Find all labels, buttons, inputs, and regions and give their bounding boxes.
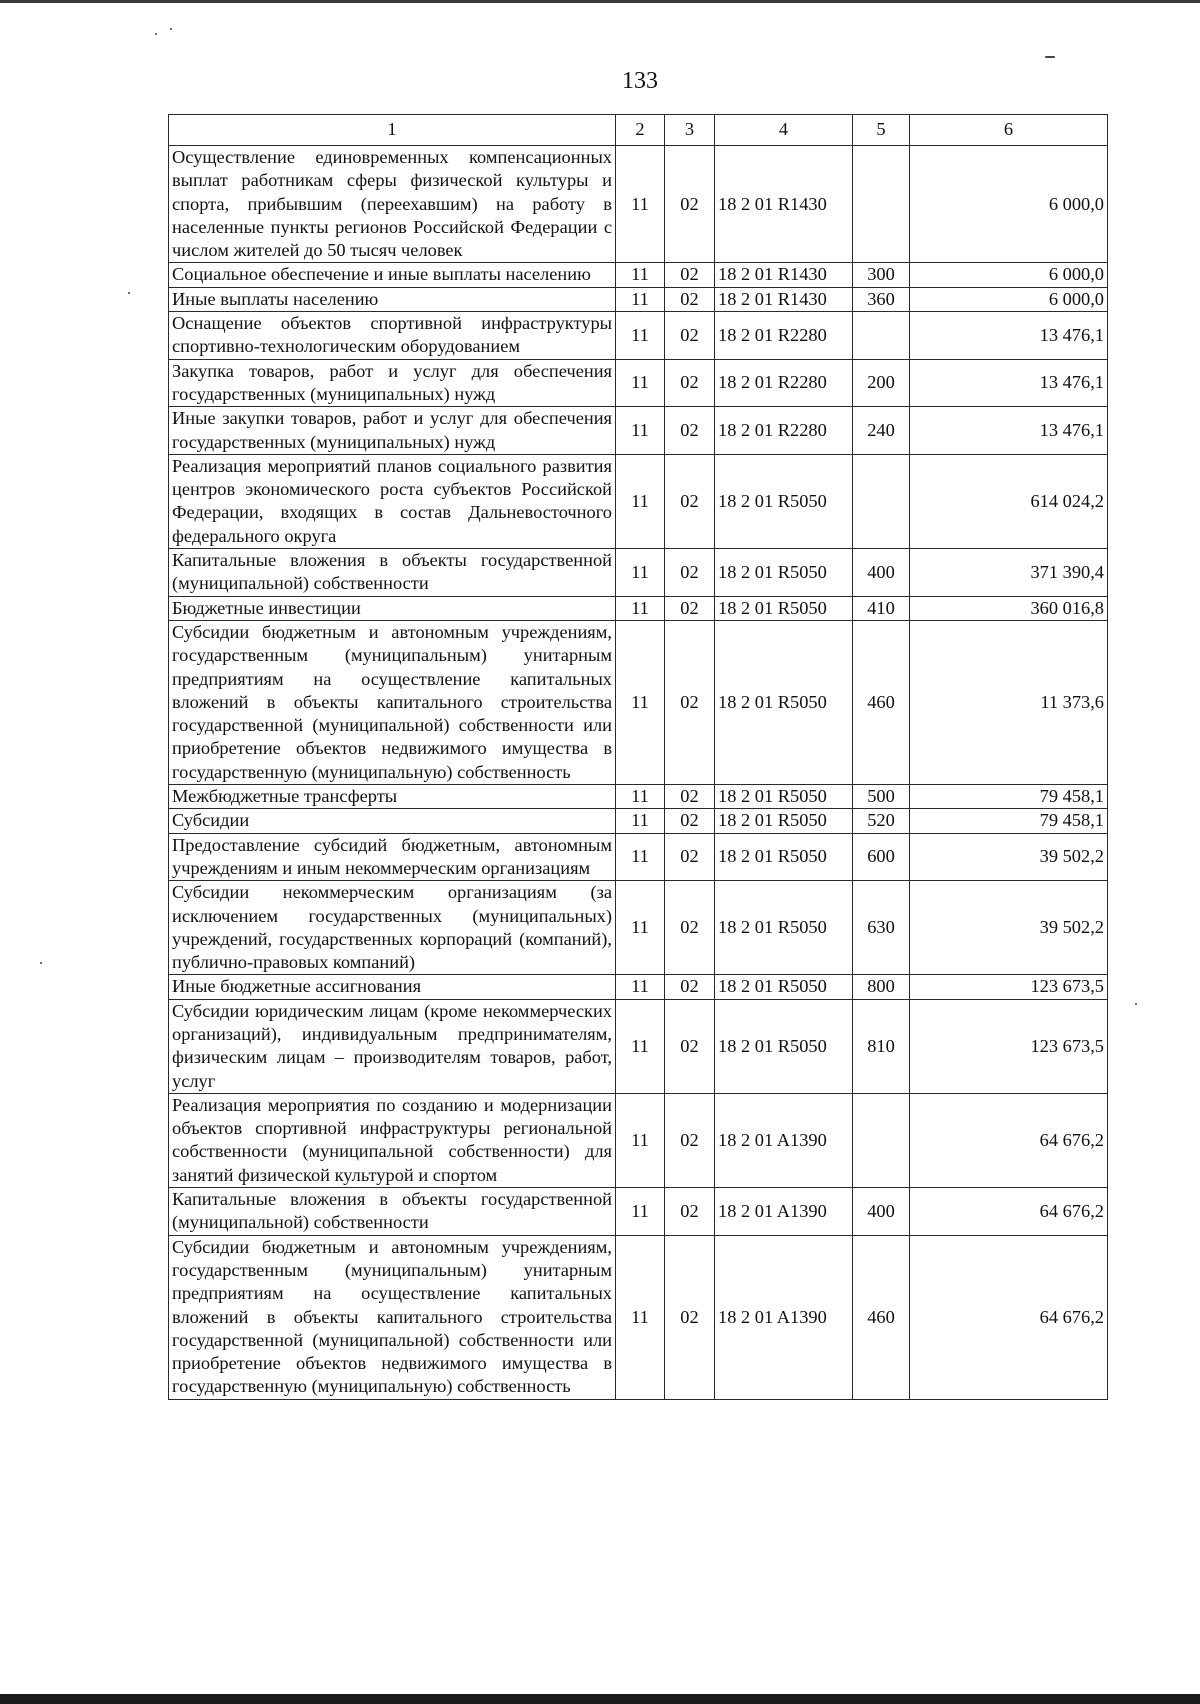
row-amount: 123 673,5	[910, 975, 1108, 999]
row-description: Оснащение объектов спортивной инфраструктуры спортивно-технологическим оборудованием	[169, 312, 616, 360]
row-section-code: 11	[616, 975, 665, 999]
row-amount: 6 000,0	[910, 146, 1108, 263]
row-expense-type-code: 360	[853, 287, 910, 311]
row-description: Реализация мероприятия по созданию и модернизации объектов спортивной инфраструктуры региональной собственности (муниципальной собственности) для занятий физической культурой и спортом	[169, 1093, 616, 1187]
row-amount: 64 676,2	[910, 1188, 1108, 1236]
row-target-article-code: 18 2 01 A1390	[715, 1235, 853, 1399]
row-section-code: 11	[616, 454, 665, 548]
row-target-article-code: 18 2 01 R5050	[715, 454, 853, 548]
table-row	[169, 975, 1108, 999]
row-target-article-code: 18 2 01 R5050	[715, 809, 853, 833]
row-amount: 79 458,1	[910, 785, 1108, 809]
scan-speck	[1135, 1003, 1137, 1005]
header-cell-4: 4	[715, 115, 853, 146]
row-subsection-code: 02	[665, 596, 715, 620]
row-subsection-code: 02	[665, 263, 715, 287]
row-amount: 13 476,1	[910, 312, 1108, 360]
row-description: Субсидии	[169, 809, 616, 833]
header-cell-6: 6	[910, 115, 1108, 146]
row-amount: 371 390,4	[910, 549, 1108, 597]
row-subsection-code: 02	[665, 549, 715, 597]
row-expense-type-code: 460	[853, 1235, 910, 1399]
row-target-article-code: 18 2 01 R5050	[715, 833, 853, 881]
row-expense-type-code: 460	[853, 620, 910, 784]
table-row	[169, 454, 1108, 548]
row-expense-type-code: 810	[853, 999, 910, 1093]
row-section-code: 11	[616, 596, 665, 620]
table-row	[169, 1188, 1108, 1236]
scan-bottom-edge	[0, 1694, 1200, 1704]
row-target-article-code: 18 2 01 R2280	[715, 359, 853, 407]
row-amount: 64 676,2	[910, 1235, 1108, 1399]
row-section-code: 11	[616, 1188, 665, 1236]
row-description: Иные бюджетные ассигнования	[169, 975, 616, 999]
page-number: 133	[622, 68, 658, 94]
header-row	[169, 115, 1108, 146]
row-target-article-code: 18 2 01 R5050	[715, 549, 853, 597]
row-target-article-code: 18 2 01 R5050	[715, 881, 853, 975]
row-description: Закупка товаров, работ и услуг для обеспечения государственных (муниципальных) нужд	[169, 359, 616, 407]
row-section-code: 11	[616, 881, 665, 975]
row-expense-type-code	[853, 146, 910, 263]
row-amount: 123 673,5	[910, 999, 1108, 1093]
row-amount: 360 016,8	[910, 596, 1108, 620]
table-row	[169, 833, 1108, 881]
row-target-article-code: 18 2 01 R1430	[715, 146, 853, 263]
row-description: Иные выплаты населению	[169, 287, 616, 311]
row-section-code: 11	[616, 620, 665, 784]
row-expense-type-code: 410	[853, 596, 910, 620]
row-description: Субсидии некоммерческим организациям (за исключением государственных (муниципальных) учреждений, государственных корпораций (компаний), публично-правовых компаний)	[169, 881, 616, 975]
row-expense-type-code: 300	[853, 263, 910, 287]
row-subsection-code: 02	[665, 359, 715, 407]
table-row	[169, 1093, 1108, 1187]
row-amount: 13 476,1	[910, 407, 1108, 455]
table-row	[169, 809, 1108, 833]
table-row	[169, 407, 1108, 455]
row-subsection-code: 02	[665, 999, 715, 1093]
table-row	[169, 785, 1108, 809]
row-section-code: 11	[616, 359, 665, 407]
row-target-article-code: 18 2 01 R5050	[715, 596, 853, 620]
row-target-article-code: 18 2 01 R2280	[715, 407, 853, 455]
row-target-article-code: 18 2 01 R5050	[715, 785, 853, 809]
row-subsection-code: 02	[665, 809, 715, 833]
row-subsection-code: 02	[665, 287, 715, 311]
table-row	[169, 881, 1108, 975]
row-subsection-code: 02	[665, 1188, 715, 1236]
header-cell-1: 1	[169, 115, 616, 146]
scan-speck	[155, 33, 157, 35]
row-expense-type-code: 520	[853, 809, 910, 833]
row-amount: 614 024,2	[910, 454, 1108, 548]
row-section-code: 11	[616, 809, 665, 833]
row-description: Реализация мероприятий планов социального развития центров экономического роста субъектов Российской Федерации, входящих в состав Дальневосточного федерального округа	[169, 454, 616, 548]
row-description: Капитальные вложения в объекты государственной (муниципальной) собственности	[169, 1188, 616, 1236]
row-section-code: 11	[616, 407, 665, 455]
row-amount: 79 458,1	[910, 809, 1108, 833]
row-expense-type-code: 630	[853, 881, 910, 975]
scan-speck	[170, 28, 172, 30]
row-subsection-code: 02	[665, 785, 715, 809]
row-amount: 11 373,6	[910, 620, 1108, 784]
table-row	[169, 359, 1108, 407]
row-subsection-code: 02	[665, 146, 715, 263]
row-subsection-code: 02	[665, 312, 715, 360]
row-amount: 6 000,0	[910, 287, 1108, 311]
row-section-code: 11	[616, 549, 665, 597]
row-target-article-code: 18 2 01 R1430	[715, 287, 853, 311]
row-section-code: 11	[616, 833, 665, 881]
row-expense-type-code	[853, 454, 910, 548]
row-description: Осуществление единовременных компенсационных выплат работникам сферы физической культуры и спорта, прибывшим (переехавшим) на работу в населенные пункты регионов Российской Федерации с числом жителей до 50 тысяч человек	[169, 146, 616, 263]
header-cell-2: 2	[616, 115, 665, 146]
table-row	[169, 312, 1108, 360]
row-subsection-code: 02	[665, 407, 715, 455]
row-section-code: 11	[616, 287, 665, 311]
row-expense-type-code: 800	[853, 975, 910, 999]
row-expense-type-code: 200	[853, 359, 910, 407]
budget-table	[168, 114, 1108, 1400]
scan-top-edge	[0, 0, 1200, 3]
scan-speck	[1045, 56, 1055, 58]
row-target-article-code: 18 2 01 R5050	[715, 999, 853, 1093]
row-target-article-code: 18 2 01 R5050	[715, 975, 853, 999]
table-row	[169, 596, 1108, 620]
row-section-code: 11	[616, 146, 665, 263]
row-expense-type-code: 400	[853, 1188, 910, 1236]
row-target-article-code: 18 2 01 R1430	[715, 263, 853, 287]
scan-speck	[40, 962, 42, 964]
header-cell-5: 5	[853, 115, 910, 146]
row-amount: 64 676,2	[910, 1093, 1108, 1187]
row-subsection-code: 02	[665, 881, 715, 975]
row-amount: 39 502,2	[910, 833, 1108, 881]
row-subsection-code: 02	[665, 975, 715, 999]
row-target-article-code: 18 2 01 R5050	[715, 620, 853, 784]
row-expense-type-code: 500	[853, 785, 910, 809]
row-target-article-code: 18 2 01 A1390	[715, 1188, 853, 1236]
table-row	[169, 146, 1108, 263]
row-subsection-code: 02	[665, 454, 715, 548]
row-subsection-code: 02	[665, 1093, 715, 1187]
row-section-code: 11	[616, 999, 665, 1093]
row-expense-type-code: 240	[853, 407, 910, 455]
row-amount: 39 502,2	[910, 881, 1108, 975]
row-description: Предоставление субсидий бюджетным, автономным учреждениям и иным некоммерческим организациям	[169, 833, 616, 881]
table-row	[169, 549, 1108, 597]
row-description: Социальное обеспечение и иные выплаты населению	[169, 263, 616, 287]
row-subsection-code: 02	[665, 620, 715, 784]
row-subsection-code: 02	[665, 1235, 715, 1399]
row-description: Субсидии бюджетным и автономным учреждениям, государственным (муниципальным) унитарным предприятиям на осуществление капитальных вложений в объекты капитального строительства государственной (муниципальной) собственности или приобретение объектов недвижимого имущества в государственную (муниципальную) собственность	[169, 620, 616, 784]
row-section-code: 11	[616, 263, 665, 287]
row-expense-type-code	[853, 1093, 910, 1187]
row-description: Субсидии бюджетным и автономным учреждениям, государственным (муниципальным) унитарным предприятиям на осуществление капитальных вложений в объекты капитального строительства государственной (муниципальной) собственности или приобретение объектов недвижимого имущества в государственную (муниципальную) собственность	[169, 1235, 616, 1399]
row-amount: 13 476,1	[910, 359, 1108, 407]
table-row	[169, 999, 1108, 1093]
row-section-code: 11	[616, 312, 665, 360]
row-section-code: 11	[616, 785, 665, 809]
row-section-code: 11	[616, 1093, 665, 1187]
row-expense-type-code: 600	[853, 833, 910, 881]
table-row	[169, 620, 1108, 784]
row-subsection-code: 02	[665, 833, 715, 881]
row-description: Субсидии юридическим лицам (кроме некоммерческих организаций), индивидуальным предпринимателям, физическим лицам – производителям товаров, работ, услуг	[169, 999, 616, 1093]
row-description: Бюджетные инвестиции	[169, 596, 616, 620]
row-description: Иные закупки товаров, работ и услуг для обеспечения государственных (муниципальных) нужд	[169, 407, 616, 455]
scan-speck	[128, 292, 130, 294]
row-expense-type-code	[853, 312, 910, 360]
row-description: Межбюджетные трансферты	[169, 785, 616, 809]
table-row	[169, 263, 1108, 287]
row-target-article-code: 18 2 01 A1390	[715, 1093, 853, 1187]
table-row	[169, 287, 1108, 311]
table-row	[169, 1235, 1108, 1399]
row-section-code: 11	[616, 1235, 665, 1399]
row-description: Капитальные вложения в объекты государственной (муниципальной) собственности	[169, 549, 616, 597]
row-expense-type-code: 400	[853, 549, 910, 597]
row-amount: 6 000,0	[910, 263, 1108, 287]
row-target-article-code: 18 2 01 R2280	[715, 312, 853, 360]
header-cell-3: 3	[665, 115, 715, 146]
